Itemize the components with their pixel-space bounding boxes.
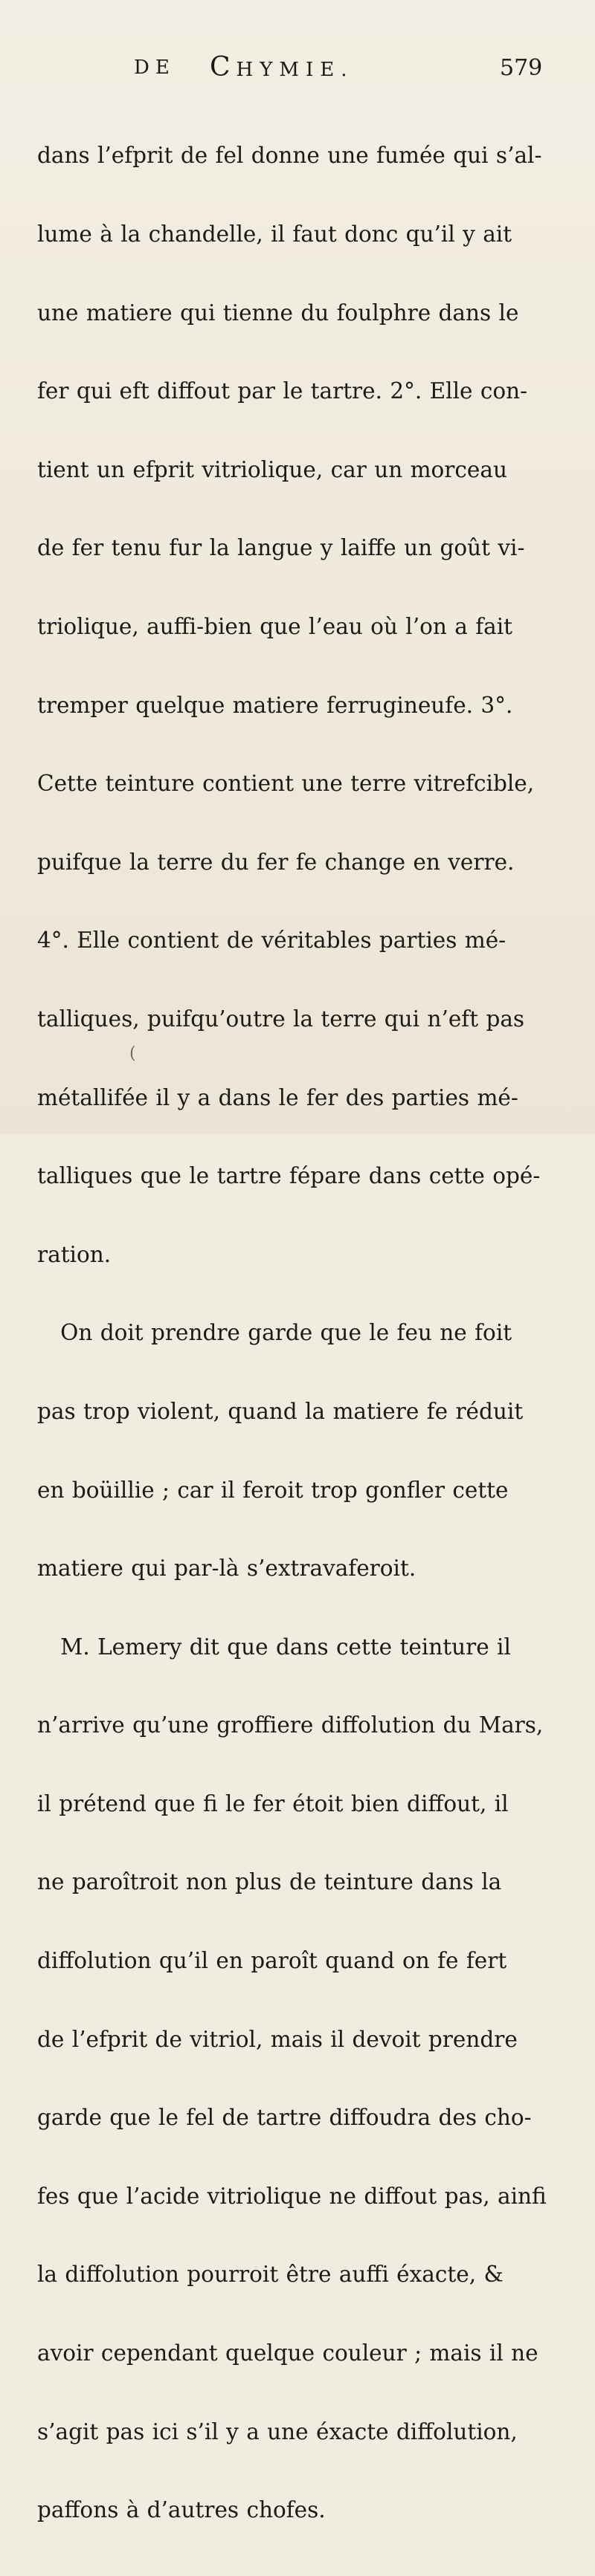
text-line: n’arrive qu’une groffiere diffolution du Mars,: [37, 1712, 544, 1738]
header-title-rest: HYMIE.: [236, 59, 354, 81]
text-line: en boüillie ; car il feroit trop gonfler cette: [37, 1477, 509, 1503]
text-line: la diffolution pourroit être auffi éxacte, &: [37, 2262, 504, 2288]
body-text: [37, 91, 565, 2576]
text-line: il prétend que fi le fer étoit bien diffout, il: [37, 1790, 509, 1816]
text-line: puifque la terre du fer fe change en verre.: [37, 849, 515, 875]
header-title: [210, 52, 354, 82]
text-line: s’agit pas ici s’il y a une éxacte diffolution,: [37, 2418, 518, 2444]
text-line: diffolution qu’il en paroît quand on fe fert: [37, 1948, 507, 1974]
text-line: On doit prendre garde que le feu ne foit: [37, 1320, 512, 1346]
text-line: dans l’efprit de fel donne une fumée qui s’al-: [37, 143, 542, 169]
text-line: de l’efprit de vitriol, mais il devoit prendre: [37, 2026, 518, 2052]
text-line: Cette teinture contient une terre vitrefcible,: [37, 771, 535, 797]
header-title-initial: C: [210, 52, 237, 82]
header-prefix: DE: [134, 56, 176, 79]
text-line: une matiere qui tienne du foulphre dans le: [37, 300, 519, 326]
text-line: 4°. Elle contient de véritables parties mé-: [37, 928, 506, 954]
text-line: M. Lemery dit que dans cette teinture il: [37, 1634, 511, 1660]
text-line: fer qui eft diffout par le tartre. 2°. Elle con-: [37, 378, 528, 404]
text-line: tremper quelque matiere ferrugineufe. 3°.: [37, 692, 513, 718]
text-line: tient un efprit vitriolique, car un morceau: [37, 456, 507, 482]
text-line: talliques que le tartre fépare dans cette opé-: [37, 1163, 541, 1189]
text-line: lume à la chandelle, il faut donc qu’il y ait: [37, 221, 512, 247]
text-line: garde que le fel de tartre diffoudra des cho-: [37, 2105, 532, 2131]
running-header: [0, 52, 595, 85]
text-line: ration.: [37, 1241, 112, 1267]
text-line: métallifée il y a dans le fer des parties mé-: [37, 1084, 518, 1110]
text-line: pas trop violent, quand la matiere fe réduit: [37, 1398, 524, 1424]
text-line: talliques, puifqu’outre la terre qui n’eft pas: [37, 1006, 525, 1032]
text-line: fes que l’acide vitriolique ne diffout pas, ainfi: [37, 2183, 547, 2209]
text-line: avoir cependant quelque couleur ; mais il ne: [37, 2340, 538, 2366]
text-line: paffons à d’autres chofes.: [37, 2497, 326, 2523]
text-line: triolique, auffi-bien que l’eau où l’on a fait: [37, 613, 513, 639]
stray-mark: (: [129, 1044, 136, 1063]
text-line: ne paroîtroit non plus de teinture dans la: [37, 1869, 502, 1895]
text-line: matiere qui par-là s’extravaferoit.: [37, 1556, 416, 1582]
text-line: de fer tenu fur la langue y laiffe un goût vi-: [37, 535, 525, 561]
page-number: 579: [500, 55, 543, 81]
